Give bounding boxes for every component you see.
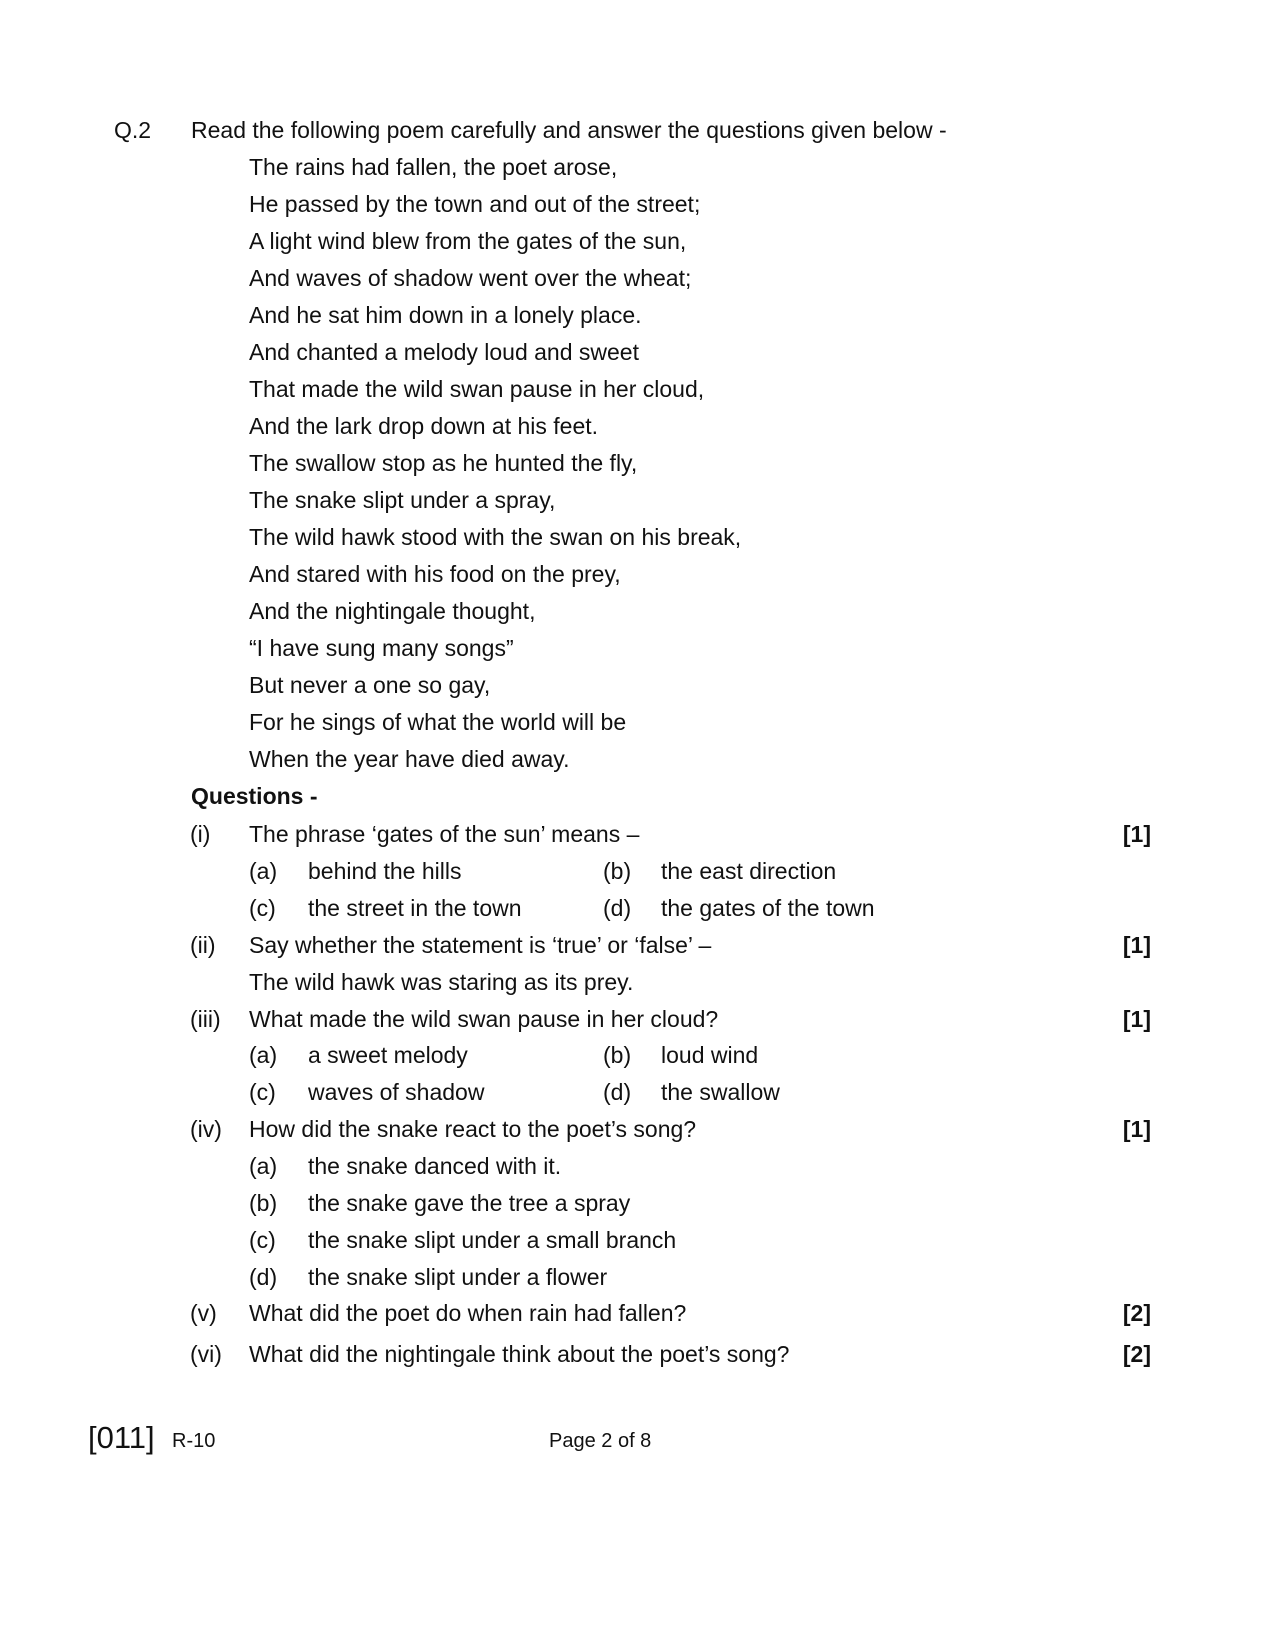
option-text: the swallow (661, 1079, 780, 1105)
question-roman-number: (v) (190, 1300, 217, 1326)
poem-line: When the year have died away. (249, 746, 570, 772)
poem-line: But never a one so gay, (249, 672, 491, 698)
option-label: (c) (249, 1227, 276, 1253)
poem-line: And waves of shadow went over the wheat; (249, 265, 692, 291)
footer-paper-subcode: R-10 (172, 1430, 216, 1452)
question-marks: [1] (1122, 932, 1151, 958)
question-text: What did the nightingale think about the poet’s song? (249, 1341, 790, 1367)
question-text: How did the snake react to the poet’s song? (249, 1116, 697, 1142)
question-text: What made the wild swan pause in her cloud? (249, 1006, 719, 1032)
option-label: (a) (249, 1153, 278, 1179)
option-text: the snake slipt under a small branch (308, 1227, 677, 1253)
question-number: Q.2 (114, 117, 152, 143)
option-text: the snake gave the tree a spray (308, 1190, 631, 1216)
option-label: (d) (603, 895, 632, 921)
poem-line: He passed by the town and out of the street; (249, 191, 701, 217)
poem-line: And chanted a melody loud and sweet (249, 339, 639, 365)
option-label: (d) (249, 1264, 278, 1290)
poem-line: The snake slipt under a spray, (249, 487, 556, 513)
question-marks: [1] (1122, 1116, 1151, 1142)
option-label: (c) (249, 1079, 276, 1105)
question-marks: [1] (1122, 1006, 1151, 1032)
option-label: (a) (249, 858, 278, 884)
question-marks: [1] (1122, 821, 1151, 847)
question-roman-number: (iii) (190, 1006, 221, 1032)
option-text: the snake danced with it. (308, 1153, 562, 1179)
questions-heading: Questions - (191, 783, 318, 809)
option-label: (c) (249, 895, 276, 921)
question-text: Say whether the statement is ‘true’ or ‘false’ – (249, 932, 712, 958)
poem-line: A light wind blew from the gates of the sun, (249, 228, 687, 254)
poem-line: That made the wild swan pause in her cloud, (249, 376, 705, 402)
poem-line: The wild hawk stood with the swan on his break, (249, 524, 742, 550)
option-label: (d) (603, 1079, 632, 1105)
option-text: the gates of the town (661, 895, 875, 921)
option-label: (a) (249, 1042, 278, 1068)
option-label: (b) (603, 858, 632, 884)
option-label: (b) (603, 1042, 632, 1068)
poem-line: And stared with his food on the prey, (249, 561, 621, 587)
option-text: the street in the town (308, 895, 522, 921)
option-text: behind the hills (308, 858, 462, 884)
option-text: the snake slipt under a flower (308, 1264, 608, 1290)
poem-line: “I have sung many songs” (249, 635, 514, 661)
question-text: The phrase ‘gates of the sun’ means – (249, 821, 640, 847)
question-roman-number: (i) (190, 821, 211, 847)
question-marks: [2] (1122, 1341, 1151, 1367)
question-roman-number: (ii) (190, 932, 216, 958)
option-label: (b) (249, 1190, 278, 1216)
poem-line: For he sings of what the world will be (249, 709, 627, 735)
poem-line: And the nightingale thought, (249, 598, 536, 624)
footer-paper-code: [011] (88, 1420, 155, 1455)
option-text: waves of shadow (308, 1079, 485, 1105)
option-text: the east direction (661, 858, 837, 884)
question-instruction: Read the following poem carefully and answer the questions given below - (191, 117, 947, 143)
option-text: loud wind (661, 1042, 759, 1068)
question-marks: [2] (1122, 1300, 1151, 1326)
question-roman-number: (iv) (190, 1116, 222, 1142)
option-text: a sweet melody (308, 1042, 468, 1068)
question-roman-number: (vi) (190, 1341, 222, 1367)
poem-line: The swallow stop as he hunted the fly, (249, 450, 638, 476)
poem-line: And he sat him down in a lonely place. (249, 302, 642, 328)
question-statement: The wild hawk was staring as its prey. (249, 969, 634, 995)
footer-page-number: Page 2 of 8 (549, 1430, 652, 1452)
poem-line: And the lark drop down at his feet. (249, 413, 599, 439)
question-text: What did the poet do when rain had fallen? (249, 1300, 687, 1326)
poem-line: The rains had fallen, the poet arose, (249, 154, 618, 180)
